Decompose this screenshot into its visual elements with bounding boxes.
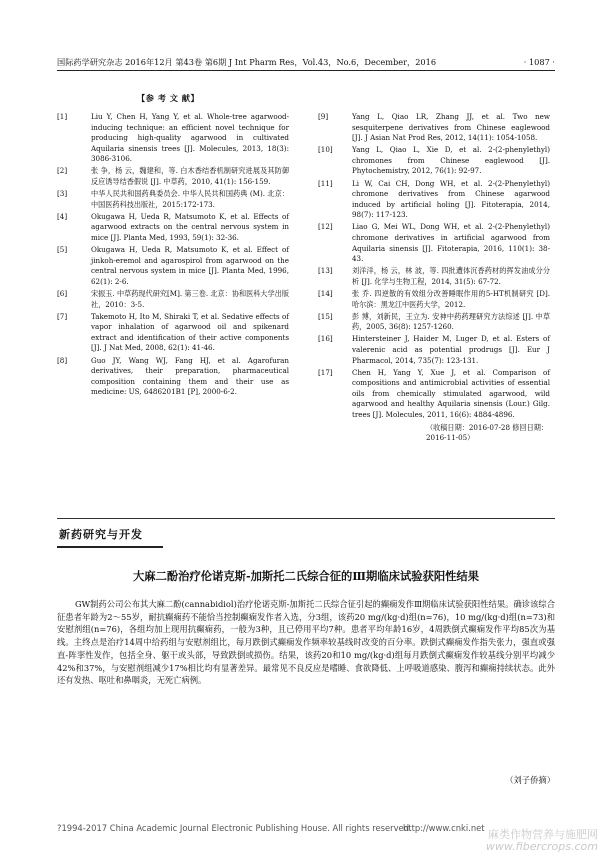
reference-text: Guo JY, Wang WJ, Fang HJ, et al. Agarofuran derivatives, their preparation, pharmaceutical composition containing them and their use as medicine: US, 6486201B1 [P], 2000-6-2. xyxy=(91,355,289,397)
reference-item xyxy=(318,368,550,421)
article-author: （刘子侨摘） xyxy=(505,775,555,785)
reference-item xyxy=(57,189,289,210)
reference-text: Liao G, Mei WL, Dong WH, et al. 2-(2-Phenylethyl) chromone derivatives in artificial agarwood from Aquilaria sinensis [J]. Fitoterapia, 2016, 110(1): 38-43. xyxy=(352,222,550,264)
watermark-url: www.fibercrops.com xyxy=(485,840,598,853)
references-heading: 【参 考 文 献】 xyxy=(137,93,200,103)
reference-text: Yang L, Qiao L, Xie D, et al. 2-(2-phenylethyl) chromones from Chinese eaglewood [J]. Phytochemistry, 2012, 76(1): 92-97. xyxy=(352,145,550,176)
reference-number: [17] xyxy=(318,367,333,377)
reference-number: [3] xyxy=(57,189,68,199)
article-title: 大麻二酚治疗伦诺克斯-加斯托二氏综合征的Ⅲ期临床试验获阳性结果 xyxy=(132,569,480,583)
section-divider xyxy=(57,518,555,519)
journal-header-info: 国际药学研究杂志 2016年12月 第43卷 第6期 J Int Pharm Res，Vol.43，No.6，December，2016 xyxy=(57,57,437,67)
reference-item xyxy=(57,212,289,244)
reference-item xyxy=(318,289,550,310)
copyright-notice: ?1994-2017 China Academic Journal Electronic Publishing House. All rights reserved. xyxy=(57,823,412,833)
reference-number: [10] xyxy=(318,145,333,155)
page-number: · 1087 · xyxy=(523,57,555,67)
reference-item xyxy=(57,245,289,287)
header-rule xyxy=(57,70,555,71)
reference-text: 刘洋洋，杨 云，林 波，等. 四批遭体沉香药材的挥发油成分分析 [J]. 化学与生物工程，2014, 31(5): 67-72. xyxy=(352,266,550,286)
reference-number: [14] xyxy=(318,289,333,298)
reference-number: [2] xyxy=(57,166,68,176)
reference-text: 中华人民共和国药典委员会. 中华人民共和国药典 (M). 北京：中国医药科技出版社，2015:172-173. xyxy=(91,189,289,209)
reference-item xyxy=(318,112,550,144)
received-dates: （收稿日期：2016-07-28 修回日期：2016-11-05） xyxy=(426,422,548,443)
reference-text: Chen H, Yang Y, Xue J, et al. Comparison of compositions and antimicrobial activities of essential oils from chemically stimulated agarwood, wild agarwood and healthy Aquilaria sinensis (Lour.) Gilg. trees [J]. Molecules, 2011, 16(6): 4884-4896. xyxy=(352,367,550,420)
reference-text: Okugawa H, Ueda R, Matsumoto K, et al. Effect of jinkoh-eremol and agarospirol from agarwood on the central nervous system in mice [J]. Planta Med, 1996, 62(1): 2-6. xyxy=(91,245,289,286)
reference-item xyxy=(57,312,289,354)
reference-number: [6] xyxy=(57,289,68,298)
reference-text: Yang L, Qiao LR, Zhang JJ, et al. Two new sesquiterpene derivatives from Chinese eaglewood [J]. J Asian Nat Prod Res, 2012, 14(11): 1054-1058. xyxy=(352,112,550,143)
section-heading: 新药研究与开发 xyxy=(59,528,143,541)
section-heading-underline xyxy=(57,546,163,548)
reference-item xyxy=(318,334,550,366)
reference-item xyxy=(57,289,289,310)
reference-item xyxy=(318,222,550,264)
references-left-column xyxy=(57,112,289,399)
reference-number: [15] xyxy=(318,311,333,321)
reference-number: [5] xyxy=(57,245,68,255)
reference-text: 彭 博，刘新民，王立为. 安神中药药理研究方法综述 [J]. 中草药，2005, 36(8): 1257-1260. xyxy=(352,311,550,332)
reference-number: [11] xyxy=(318,178,333,188)
article-body: GW制药公司公布其大麻二酚(cannabidiol)治疗伦诺克斯-加斯托二氏综合征引起的癫痫发作Ⅲ期临床试验获阳性结果。确诊该综合征患者年龄为2～55岁，耐抗癫痫药不能恰当控制癫痫发作者入选，分3组，该药20 mg/(kg·d)组(n=76)，10 mg/(kg·d)组(n=73)和安慰剂组(n=76)，各组均加上现用抗癫痫药，一般为3种，且已停用平均7种。患者平均年龄16岁，4周跌倒式癫痫发作平均85次为基线。主终点是治疗14周中给药组与安慰剂组比，每月跌倒式癫痫发作频率较基线时改变的百分率。跌倒式癫痫发作指失张力，强直或强直-阵挛性发作，包括全身、躯干或头部，导致跌倒或损伤。结果，该药20和10 mg/(kg·d)组每月跌倒式癫痫发作较基线分别平均减少42%和37%，与安慰剂组减少17%相比均有显著差异。最常见不良反应是嗜睡、食欲降低、上呼吸道感染、腹泻和癫痫持续状态。此外还有发热、呕吐和鼻咽炎，无死亡病例。 xyxy=(57,599,555,686)
reference-item xyxy=(57,356,289,398)
reference-text: Okugawa H, Ueda R, Matsumoto K, et al. Effects of agarwood extracts on the central nervous system in mice [J]. Planta Med, 1993, 59(1): 32-36. xyxy=(91,211,289,243)
reference-text: Li W, Cai CH, Dong WH, et al. 2-(2-Phenylethyl) chromone derivatives from Chinese agarwood induced by artificial holing [J]. Fitoterapia, 2014, 98(7): 117-123. xyxy=(352,178,550,220)
reference-text: Liu Y, Chen H, Yang Y, et al. Whole-tree agarwood-inducing technique: an efficient novel technique for producing high-quality agarwood in cultivated Aquilaria sinensis trees [J]. Molecules, 2013, 18(3): 3086-3106. xyxy=(91,112,289,164)
reference-item xyxy=(318,312,550,333)
reference-text: 宋振玉. 中草药现代研究[M]. 第三卷. 北京：协和医科大学出版社，2010：3-5. xyxy=(91,289,289,309)
references-right-column xyxy=(318,112,550,444)
watermark-text: 麻类作物营养与施肥网 xyxy=(488,828,598,841)
reference-text: Hintersteiner J, Haider M, Luger D, et al. Esters of valerenic acid as potential prodrugs [J]. Eur J Pharmacol, 2014, 735(7): 123-131. xyxy=(352,334,550,365)
footer-link[interactable]: http://www.cnki.net xyxy=(403,823,485,833)
reference-number: [12] xyxy=(318,222,333,232)
reference-number: [13] xyxy=(318,266,333,276)
reference-item xyxy=(57,112,289,165)
reference-number: [4] xyxy=(57,211,68,221)
reference-item xyxy=(318,266,550,287)
reference-text: 张 争，杨 云，魏建和，等. 白木香结香机制研究进展及其防御反应诱导结香假说 [J]. 中草药，2010, 41(1): 156-159. xyxy=(91,166,289,187)
reference-number: [7] xyxy=(57,311,68,321)
reference-text: Takemoto H, Ito M, Shiraki T, et al. Sedative effects of vapor inhalation of agarwood oil and spikenard extract and identification of their active components [J]. J Nat Med, 2008, 62(1): 41-46. xyxy=(91,311,289,353)
reference-item xyxy=(318,145,550,177)
reference-number: [1] xyxy=(57,112,68,121)
reference-number: [16] xyxy=(318,334,333,344)
reference-item xyxy=(57,166,289,187)
reference-number: [9] xyxy=(318,112,329,121)
reference-number: [8] xyxy=(57,355,68,365)
reference-text: 张 乔. 四逆散的有效组分改善睡眠作用的5-HT机制研究 [D]. 哈尔滨：黑龙江中医药大学，2012. xyxy=(352,289,550,309)
reference-item xyxy=(318,179,550,221)
